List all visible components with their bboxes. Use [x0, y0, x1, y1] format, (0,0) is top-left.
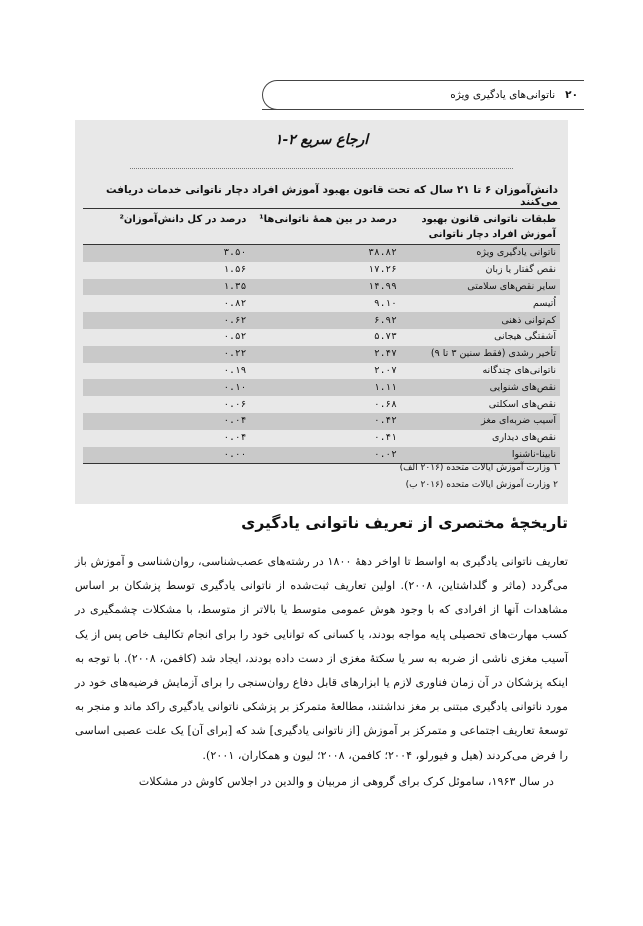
- footnotes: [85, 460, 558, 494]
- table-cell-value: ۰.۱۰: [83, 379, 250, 396]
- footnote: ۱ وزارت آموزش ایالات متحده (۲۰۱۶ الف): [399, 463, 558, 473]
- table-cell-value: ۱.۱۱: [250, 379, 401, 396]
- table-cell-value: ۰.۸۲: [223, 297, 247, 309]
- table-cell-category: نقص‌های شنوایی: [401, 379, 560, 396]
- paragraph: تعاریف ناتوانی یادگیری به اواسط تا اواخر دههٔ ۱۸۰۰ در رشته‌های عصب‌شناسی، روان‌شناسی و آموزش باز می‌گردد (ماثر و گلداشتاین، ۲۰۰۸). اولین تعاریف ثبت‌شده از ناتوانی یادگیری توسط پزشکان بر اساس مشاهدات آنها از افرادی که با وجود هوش عمومی متوسط یا بالاتر از متوسط، با مشکلات چشمگیری در کسب مهارت‌های تحصیلی پایه مواجه بودند، یا کسانی که توانایی خود را برای انجام تکالیف خاص پس از یک آسیب مغزی ناشی از ضربه به سر یا سکتهٔ مغزی از دست داده بودند، ایجاد شد (کافمن، ۲۰۰۸). با توجه به اینکه پزشکان در آن زمان فناوری لازم یا ابزارهای قابل دفاع روان‌سنجی را برای آزمایش فرضیه‌های خود در مورد ناتوانی یادگیری مبتنی بر مغز نداشتند، مطالعهٔ متمرکز بر پزشکی ناتوانی یادگیری راکد ماند و منجر به توسعهٔ تعاریف اجتماعی و متمرکز بر آموزش [از ناتوانی یادگیری] شد که [برای آن] یک علت عصبی اساسی را فرض می‌کردند (هیل و فیورلو، ۲۰۰۴؛ کافمن، ۲۰۰۸؛ لیون و همکاران، ۲۰۰۱).: [75, 555, 569, 762]
- table-row: [83, 262, 560, 279]
- table-cell-value: ۳۸.۸۲: [250, 245, 401, 262]
- section-heading: تاریخچهٔ مختصری از تعریف ناتوانی یادگیری: [241, 514, 568, 532]
- table-row: [83, 379, 560, 396]
- table-header-row: [83, 209, 560, 245]
- table-row: [83, 346, 560, 363]
- table-row: [83, 295, 560, 312]
- paragraph: در سال ۱۹۶۳، ساموئل کرک برای گروهی از مربیان و والدین در اجلاس کاوش در مشکلات: [138, 774, 554, 788]
- table-cell-category: ناتوانی یادگیری ویژه: [401, 245, 560, 262]
- table-cell-category: نقص‌های دیداری: [492, 432, 556, 444]
- dotted-divider: [130, 168, 513, 169]
- table-cell-category: نابینا-ناشنوا: [401, 447, 560, 464]
- table-cell-value: ۰.۰۲: [250, 447, 401, 464]
- table-cell-value: ۵.۷۳: [373, 331, 397, 343]
- column-header-pct-disabilities: درصد در بین همهٔ ناتوانی‌ها¹: [250, 209, 401, 245]
- table-cell-value: ۰.۲۲: [83, 346, 250, 363]
- running-header: [262, 80, 584, 110]
- box-title: ارجاع سریع ۲-۱: [274, 132, 369, 148]
- table-cell-value: ۰.۴۱: [373, 432, 397, 444]
- table-cell-value: ۶.۹۲: [250, 312, 401, 329]
- table-cell-value: ۰.۴۲: [250, 413, 401, 430]
- table-cell-value: ۱۷.۲۶: [368, 264, 397, 276]
- table-cell-value: ۹.۱۰: [373, 297, 397, 309]
- table-cell-category: کم‌توانی ذهنی: [401, 312, 560, 329]
- running-title: ناتوانی‌های یادگیری ویژه: [450, 89, 556, 101]
- table-cell-category: آشفتگی هیجانی: [494, 331, 556, 343]
- table-cell-value: ۰.۶۸: [373, 398, 397, 410]
- table-row: [83, 363, 560, 380]
- footnote: ۲ وزارت آموزش ایالات متحده (۲۰۱۶ ب): [405, 480, 558, 490]
- table-body: [83, 245, 560, 464]
- table-cell-value: ۱.۳۵: [83, 279, 250, 296]
- table-cell-category: ناتوانی‌های چندگانه: [482, 364, 556, 376]
- body-text: [75, 550, 568, 794]
- table-cell-category: تأخیر رشدی (فقط سنین ۳ تا ۹): [401, 346, 560, 363]
- table-row: [83, 245, 560, 262]
- table-cell-value: ۳.۵۰: [83, 245, 250, 262]
- table-row: [83, 312, 560, 329]
- table-cell-value: ۲.۴۷: [250, 346, 401, 363]
- page-number: ۲۰: [565, 89, 578, 101]
- table-cell-value: ۰.۰۶: [223, 398, 247, 410]
- table-cell-category: آسیب ضربه‌ای مغز: [401, 413, 560, 430]
- table-row: [83, 329, 560, 346]
- table-caption: دانش‌آموزان ۶ تا ۲۱ سال که تحت قانون بهبود آموزش افراد دچار ناتوانی خدمات دریافت می‌کنند: [106, 184, 558, 208]
- quick-reference-box: [75, 120, 568, 504]
- table-cell-category: نقص‌های اسکلتی: [488, 398, 556, 410]
- column-header-category: طبقات ناتوانی قانون بهبود آموزش افراد دچار ناتوانی: [401, 209, 560, 245]
- table-cell-value: ۱.۵۶: [223, 264, 247, 276]
- table-cell-category: اُتیسم: [533, 297, 556, 309]
- table-cell-value: ۰.۶۲: [83, 312, 250, 329]
- table-cell-value: ۰.۰۴: [223, 432, 247, 444]
- table-row: [83, 396, 560, 413]
- table-row: [83, 279, 560, 296]
- table-cell-value: ۰.۰۴: [83, 413, 250, 430]
- table-cell-category: نقص گفتار یا زبان: [485, 264, 556, 276]
- table-cell-value: ۲.۰۷: [373, 364, 397, 376]
- table-cell-value: ۰.۰۰: [83, 447, 250, 464]
- table-cell-value: ۰.۱۹: [223, 364, 247, 376]
- table-cell-category: سایر نقص‌های سلامتی: [401, 279, 560, 296]
- disability-table: [83, 208, 560, 464]
- table-row: [83, 413, 560, 430]
- table-cell-value: ۱۴.۹۹: [250, 279, 401, 296]
- table-cell-value: ۰.۵۲: [223, 331, 247, 343]
- table-row: [83, 430, 560, 447]
- header-rule: [262, 109, 584, 110]
- column-header-pct-students: درصد در کل دانش‌آموزان²: [83, 209, 250, 245]
